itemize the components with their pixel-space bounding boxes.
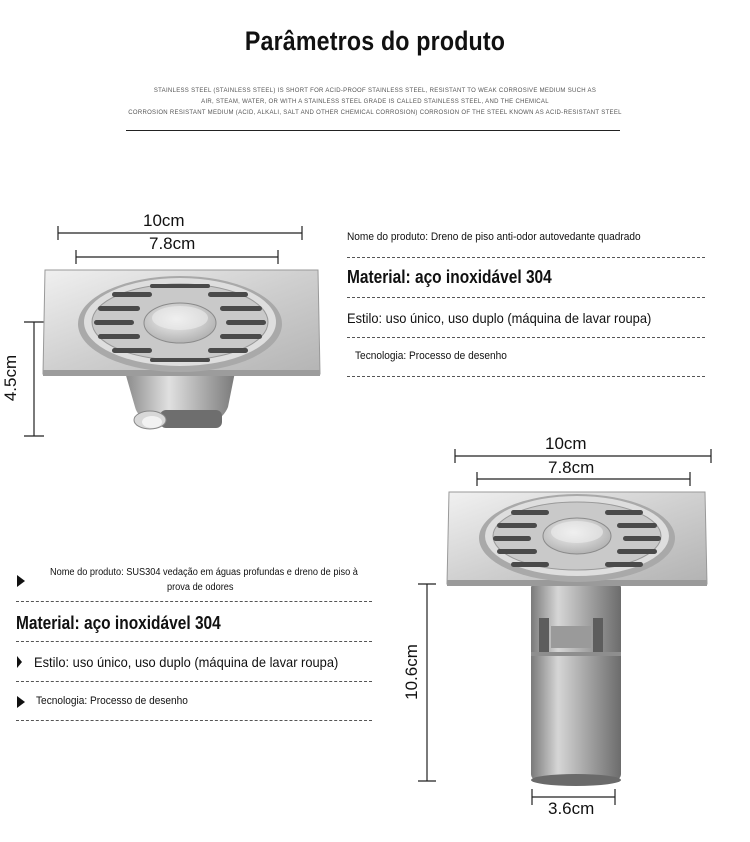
product2-pipe-width: 3.6cm: [548, 799, 595, 818]
bullet-icon: [17, 575, 25, 587]
page-title: Parâmetros do produto: [244, 26, 506, 56]
bullet-icon: [17, 696, 25, 708]
product2-outer-width: 10cm: [545, 434, 587, 453]
product1-height: 4.5cm: [1, 354, 21, 402]
product2-style: Estilo: uso único, uso duplo (máquina de lavar roupa): [34, 654, 339, 670]
product1-name: Nome do produto: Dreno de piso anti-odor autovedante quadrado: [347, 231, 641, 243]
product2-drain-image: [443, 488, 711, 788]
divider: [16, 641, 372, 642]
divider: [16, 681, 372, 682]
product2-inner-width: 7.8cm: [548, 458, 595, 477]
divider: [16, 601, 372, 602]
product2-technology: Tecnologia: Processo de desenho: [36, 695, 188, 707]
intro-line-1: STAINLESS STEEL (STAINLESS STEEL) IS SHORT FOR ACID-PROOF STAINLESS STEEL, RESISTANT TO WEAK CORROSIVE MEDIUM SUCH AS: [153, 88, 597, 94]
product1-style: Estilo: uso único, uso duplo (máquina de lavar roupa): [347, 310, 652, 326]
product2-height: 10.6cm: [401, 644, 421, 700]
intro-line-2: AIR, STEAM, WATER, OR WITH A STAINLESS STEEL GRADE IS CALLED STAINLESS STEEL, AND THE CHEMICAL: [201, 99, 549, 105]
product2-material: Material: aço inoxidável 304: [16, 613, 221, 633]
product1-technology: Tecnologia: Processo de desenho: [355, 350, 507, 362]
product1-inner-width: 7.8cm: [149, 234, 196, 253]
bullet-icon: [17, 656, 22, 668]
product1-outer-width: 10cm: [143, 211, 185, 230]
intro-line-3: CORROSION RESISTANT MEDIUM (ACID, ALKALI, SALT AND OTHER CHEMICAL CORROSION) CORROSION OF THE STEEL KNOWN AS ACID-RESISTANT STEEL: [128, 110, 622, 116]
product1-material: Material: aço inoxidável 304: [347, 267, 552, 287]
product2-name-line-1: Nome do produto: SUS304 vedação em águas profundas e dreno de piso à: [50, 567, 358, 578]
product2-name-line-2: prova de odores: [167, 582, 234, 593]
divider: [16, 720, 372, 721]
